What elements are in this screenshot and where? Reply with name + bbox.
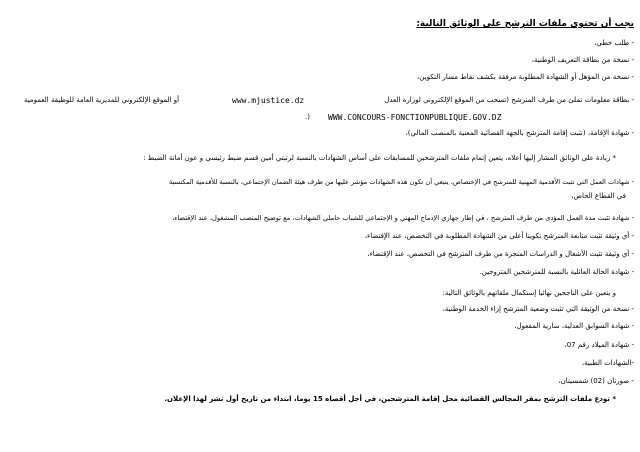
list-item: -الشهادات الطبية، xyxy=(581,359,634,367)
list-item: - أي وثيقة تثبت الأشغال و الدراسات المنجزة من طرف المترشح في التخصص، عند الإقتضاء، xyxy=(367,250,634,258)
list-item: - نسخة من بطاقة التعريف الوطنية، xyxy=(531,56,634,64)
list-item-continuation: أو الموقع الإلكتروني للمديرية العامة للوظيفة العمومية xyxy=(24,96,180,104)
list-item: - شهادة الميلاد رقم 07، xyxy=(564,341,634,349)
list-item: - شهادة الإقامة، (تثبت إقامة المترشح بالجهة القضائية المعنية بالمنصب المالي)، xyxy=(405,129,634,137)
link-fonction-publique[interactable]: WWW.CONCOURS-FONCTIONPUBLIQUE.GOV.DZ xyxy=(328,113,502,122)
closing-paren: (. xyxy=(305,113,310,121)
page-title: يجب أن تحتوي ملفات الترشح على الوثائق التالية: xyxy=(416,19,634,29)
list-item: - شهادة الحالة العائلية بالنسبة للمترشحين المتزوجين. xyxy=(479,268,634,276)
list-item: - نسخة من الوثيقة التي تثبت وضعية المترشح إزاء الخدمة الوطنية، xyxy=(442,305,634,313)
note-paragraph: * زيادة على الوثائق المشار إليها أعلاه، يتعين إتمام ملفات المترشحين للمسابقات على أساس الشهادات بالنسبة لرتبتي أمين قسم ضبط رئيسي و عون أمانة الضبط : xyxy=(143,154,616,162)
section-intro: و يتعين على الناجحين نهائيا إستكمال ملفاتهم بالوثائق التالية: xyxy=(442,289,616,297)
list-item: - شهادات العمل التي تثبت الأقدمية المهنية للمترشح في الإختصاص، ينبغي أن تكون هذه الشهادات مؤشر عليها من طرف هيئة الضمان الإجتماعي، بالنسبة للأقدمية المكتسبة xyxy=(168,178,634,186)
list-item: - طلب خطي، xyxy=(594,39,634,47)
list-item: - شهادة تثبت مدة العمل المؤدى من طرف المترشح ، في إطار جهازي الإدماج المهني و الإجتماعي للشباب حاملي الشهادات، مع توضيح المنصب المشغول، عند الإقتضاء، xyxy=(172,214,634,222)
list-item: - بطاقة معلومات تملئ من طرف المترشح (تسحب من الموقع الإلكتروني لوزارة العدل xyxy=(384,96,634,104)
list-item: - نسخة من المؤهل أو الشهادة المطلوبة مرفقة بكشف نقاط مسار التكوين، xyxy=(417,73,634,81)
list-item: - أي وثيقة تثبت متابعة المترشح تكوينا أعلى من الشهادة المطلوبة في التخصص، عند الإقتضاء، xyxy=(364,232,634,240)
list-item: - شهادة السوابق العدلية، سارية المفعول، xyxy=(514,322,634,330)
link-justice[interactable]: www.mjustice.dz xyxy=(232,96,305,105)
final-note: * تودع ملفات الترشح بمقر المجالس القضائية محل إقامة المترشحين، في أجل أقصاه 15 يوما، ابتداء من تاريخ أول نشر لهذا الإعلان. xyxy=(164,395,616,403)
list-item-continuation: في القطاع الخاص، xyxy=(571,192,626,200)
list-item: - صورتان (02) شمسيتان، xyxy=(558,377,634,385)
